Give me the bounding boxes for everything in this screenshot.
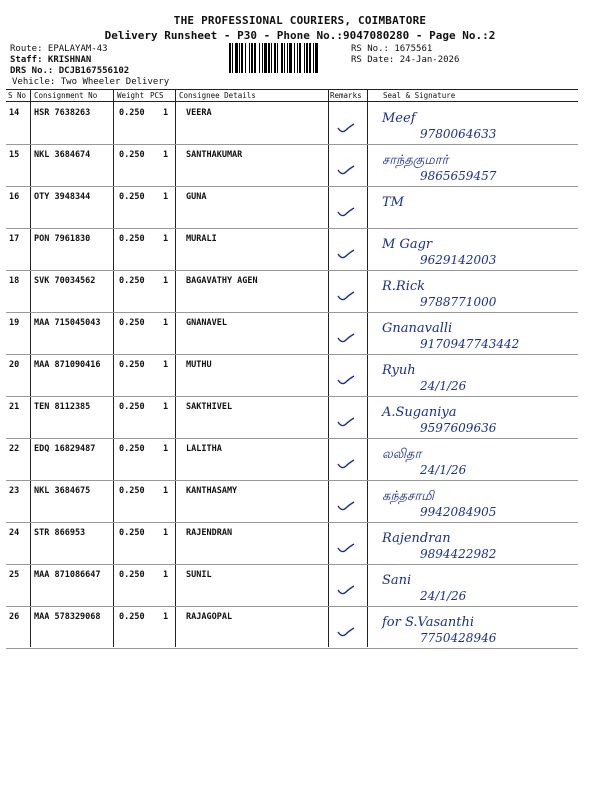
table-row [6, 480, 578, 523]
barcode-bar [254, 43, 256, 73]
cell-weight: 0.250 [119, 570, 145, 580]
cell-sno: 23 [9, 486, 20, 496]
barcode-bar [313, 43, 314, 73]
cell-sno: 20 [9, 360, 20, 370]
cell-pcs: 1 [163, 570, 169, 580]
signature-name: M Gagr [382, 237, 433, 252]
barcode-bar [271, 43, 272, 73]
barcode-bar [309, 43, 311, 73]
cell-weight: 0.250 [119, 360, 145, 370]
cell-consignment: MAA 578329068 [34, 612, 101, 622]
table-row [6, 354, 578, 397]
cell-pcs: 1 [163, 444, 169, 454]
cell-consignment: SVK 70034562 [34, 276, 96, 286]
barcode-bar [284, 43, 285, 73]
cell-weight: 0.250 [119, 192, 145, 202]
table-row [6, 228, 578, 271]
signature-phone: 9894422982 [420, 547, 497, 561]
cell-pcs: 1 [163, 108, 169, 118]
cell-consignee: RAJENDRAN [186, 528, 233, 538]
table-row [6, 102, 578, 145]
signature-phone: 9942084905 [420, 505, 497, 519]
cell-pcs: 1 [163, 486, 169, 496]
cell-consignee: LALITHA [186, 444, 222, 454]
cell-consignee: SANTHAKUMAR [186, 150, 243, 160]
vehicle-label: Vehicle: Two Wheeler Delivery [12, 77, 170, 87]
cell-consignment: PON 7961830 [34, 234, 91, 244]
signature-phone: 9788771000 [420, 295, 497, 309]
signature-name: R.Rick [382, 279, 426, 294]
cell-sno: 19 [9, 318, 20, 328]
barcode-bar [264, 43, 267, 73]
signature-name: Gnanavalli [382, 321, 453, 336]
cell-weight: 0.250 [119, 444, 145, 454]
cell-pcs: 1 [163, 318, 169, 328]
cell-pcs: 1 [163, 192, 169, 202]
barcode-bar [232, 43, 233, 73]
cell-consignment: MAA 715045043 [34, 318, 101, 328]
table-row [6, 312, 578, 355]
signature-name: கந்தசாமி [382, 489, 434, 504]
cell-weight: 0.250 [119, 108, 145, 118]
signature-name: Rajendran [382, 531, 451, 546]
cell-sno: 22 [9, 444, 20, 454]
cell-consignee: MUTHU [186, 360, 212, 370]
barcode-bar [251, 43, 253, 73]
table-top-border [6, 89, 578, 90]
cell-weight: 0.250 [119, 486, 145, 496]
cell-sno: 17 [9, 234, 20, 244]
cell-sno: 14 [9, 108, 20, 118]
cell-sno: 18 [9, 276, 20, 286]
col-header-weight: Weight [117, 91, 145, 100]
signature-phone: 9629142003 [420, 253, 497, 267]
barcode [229, 43, 347, 73]
cell-consignee: BAGAVATHY AGEN [186, 276, 258, 286]
signature-name: for S.Vasanthi [382, 615, 475, 630]
barcode-bar [259, 43, 260, 73]
cell-pcs: 1 [163, 360, 169, 370]
signature-phone: 9170947743442 [420, 337, 520, 351]
signature-phone: 24/1/26 [420, 463, 467, 477]
cell-consignment: OTY 3948344 [34, 192, 91, 202]
document-title: THE PROFESSIONAL COURIERS, COIMBATORE [173, 14, 427, 27]
barcode-bar [287, 43, 288, 73]
cell-consignee: GUNA [186, 192, 207, 202]
barcode-bar [297, 43, 298, 73]
table-row [6, 270, 578, 313]
cell-sno: 15 [9, 150, 20, 160]
signature-name: Meef [382, 111, 416, 126]
cell-consignment: MAA 871090416 [34, 360, 101, 370]
cell-pcs: 1 [163, 276, 169, 286]
cell-sno: 26 [9, 612, 20, 622]
cell-pcs: 1 [163, 612, 169, 622]
signature-name: Sani [382, 573, 412, 588]
barcode-bar [306, 43, 308, 73]
cell-weight: 0.250 [119, 402, 145, 412]
cell-consignment: TEN 8112385 [34, 402, 91, 412]
cell-consignee: VEERA [186, 108, 212, 118]
cell-pcs: 1 [163, 528, 169, 538]
cell-consignment: STR 866953 [34, 528, 86, 538]
barcode-bar [281, 43, 283, 73]
table-row [6, 144, 578, 187]
signature-phone: 24/1/26 [420, 589, 467, 603]
route-label: Route: EPALAYAM-43 [10, 44, 108, 54]
table-row [6, 186, 578, 229]
cell-weight: 0.250 [119, 318, 145, 328]
signature-name: TM [382, 195, 404, 210]
barcode-bar [249, 43, 250, 73]
cell-sno: 16 [9, 192, 20, 202]
signature-phone: 9780064633 [420, 127, 497, 141]
cell-consignment: MAA 871086647 [34, 570, 101, 580]
cell-pcs: 1 [163, 150, 169, 160]
cell-weight: 0.250 [119, 612, 145, 622]
cell-consignee: KANTHASAMY [186, 486, 238, 496]
cell-consignment: NKL 3684674 [34, 150, 91, 160]
barcode-bar [299, 43, 301, 73]
col-header-seal: Seal & Signature [383, 91, 456, 100]
cell-consignment: NKL 3684675 [34, 486, 91, 496]
barcode-bar [229, 43, 231, 73]
col-header-pcs: PCS [150, 91, 164, 100]
signature-phone: 9597609636 [420, 421, 497, 435]
cell-pcs: 1 [163, 402, 169, 412]
signature-name: A.Suganiya [382, 405, 457, 420]
table-row [6, 438, 578, 481]
signature-phone: 9865659457 [420, 169, 497, 183]
col-header-sno: S No [8, 91, 27, 100]
drs-label: DRS No.: DCJB167556102 [10, 66, 130, 76]
barcode-bar [262, 43, 263, 73]
document-subtitle: Delivery Runsheet - P30 - Phone No.:9047080280 - Page No.:2 [104, 29, 496, 42]
barcode-bar [315, 43, 318, 73]
barcode-bar [277, 43, 278, 73]
barcode-bar [245, 43, 246, 73]
cell-consignee: GNANAVEL [186, 318, 227, 328]
table-row [6, 564, 578, 607]
barcode-bar [235, 43, 238, 73]
rs-number: RS No.: 1675561 [351, 44, 433, 54]
staff-label: Staff: KRISHNAN [10, 55, 92, 65]
cell-consignee: MURALI [186, 234, 217, 244]
cell-sno: 21 [9, 402, 20, 412]
barcode-bar [289, 43, 292, 73]
table-row [6, 606, 578, 649]
barcode-bar [268, 43, 270, 73]
signature-name: லலிதா [382, 447, 422, 462]
col-header-consignment: Consignment No [34, 91, 98, 100]
cell-consignment: HSR 7638263 [34, 108, 91, 118]
cell-consignee: SAKTHIVEL [186, 402, 233, 412]
table-row [6, 522, 578, 565]
cell-weight: 0.250 [119, 234, 145, 244]
rs-date: RS Date: 24-Jan-2026 [351, 55, 460, 65]
signature-phone: 7750428946 [420, 631, 497, 645]
cell-sno: 24 [9, 528, 20, 538]
signature-name: சாந்தகுமார் [382, 153, 449, 168]
signature-name: Ryuh [382, 363, 416, 378]
cell-consignee: RAJAGOPAL [186, 612, 233, 622]
cell-weight: 0.250 [119, 528, 145, 538]
barcode-bar [304, 43, 305, 73]
cell-sno: 25 [9, 570, 20, 580]
col-header-remarks: Remarks [330, 91, 362, 100]
cell-weight: 0.250 [119, 150, 145, 160]
col-header-consignee: Consignee Details [179, 91, 256, 100]
table-row [6, 396, 578, 439]
cell-consignee: SUNIL [186, 570, 212, 580]
barcode-bar [294, 43, 295, 73]
cell-pcs: 1 [163, 234, 169, 244]
cell-consignment: EDQ 16829487 [34, 444, 96, 454]
cell-weight: 0.250 [119, 276, 145, 286]
barcode-bar [274, 43, 276, 73]
barcode-bar [241, 43, 243, 73]
signature-phone: 24/1/26 [420, 379, 467, 393]
barcode-bar [239, 43, 240, 73]
